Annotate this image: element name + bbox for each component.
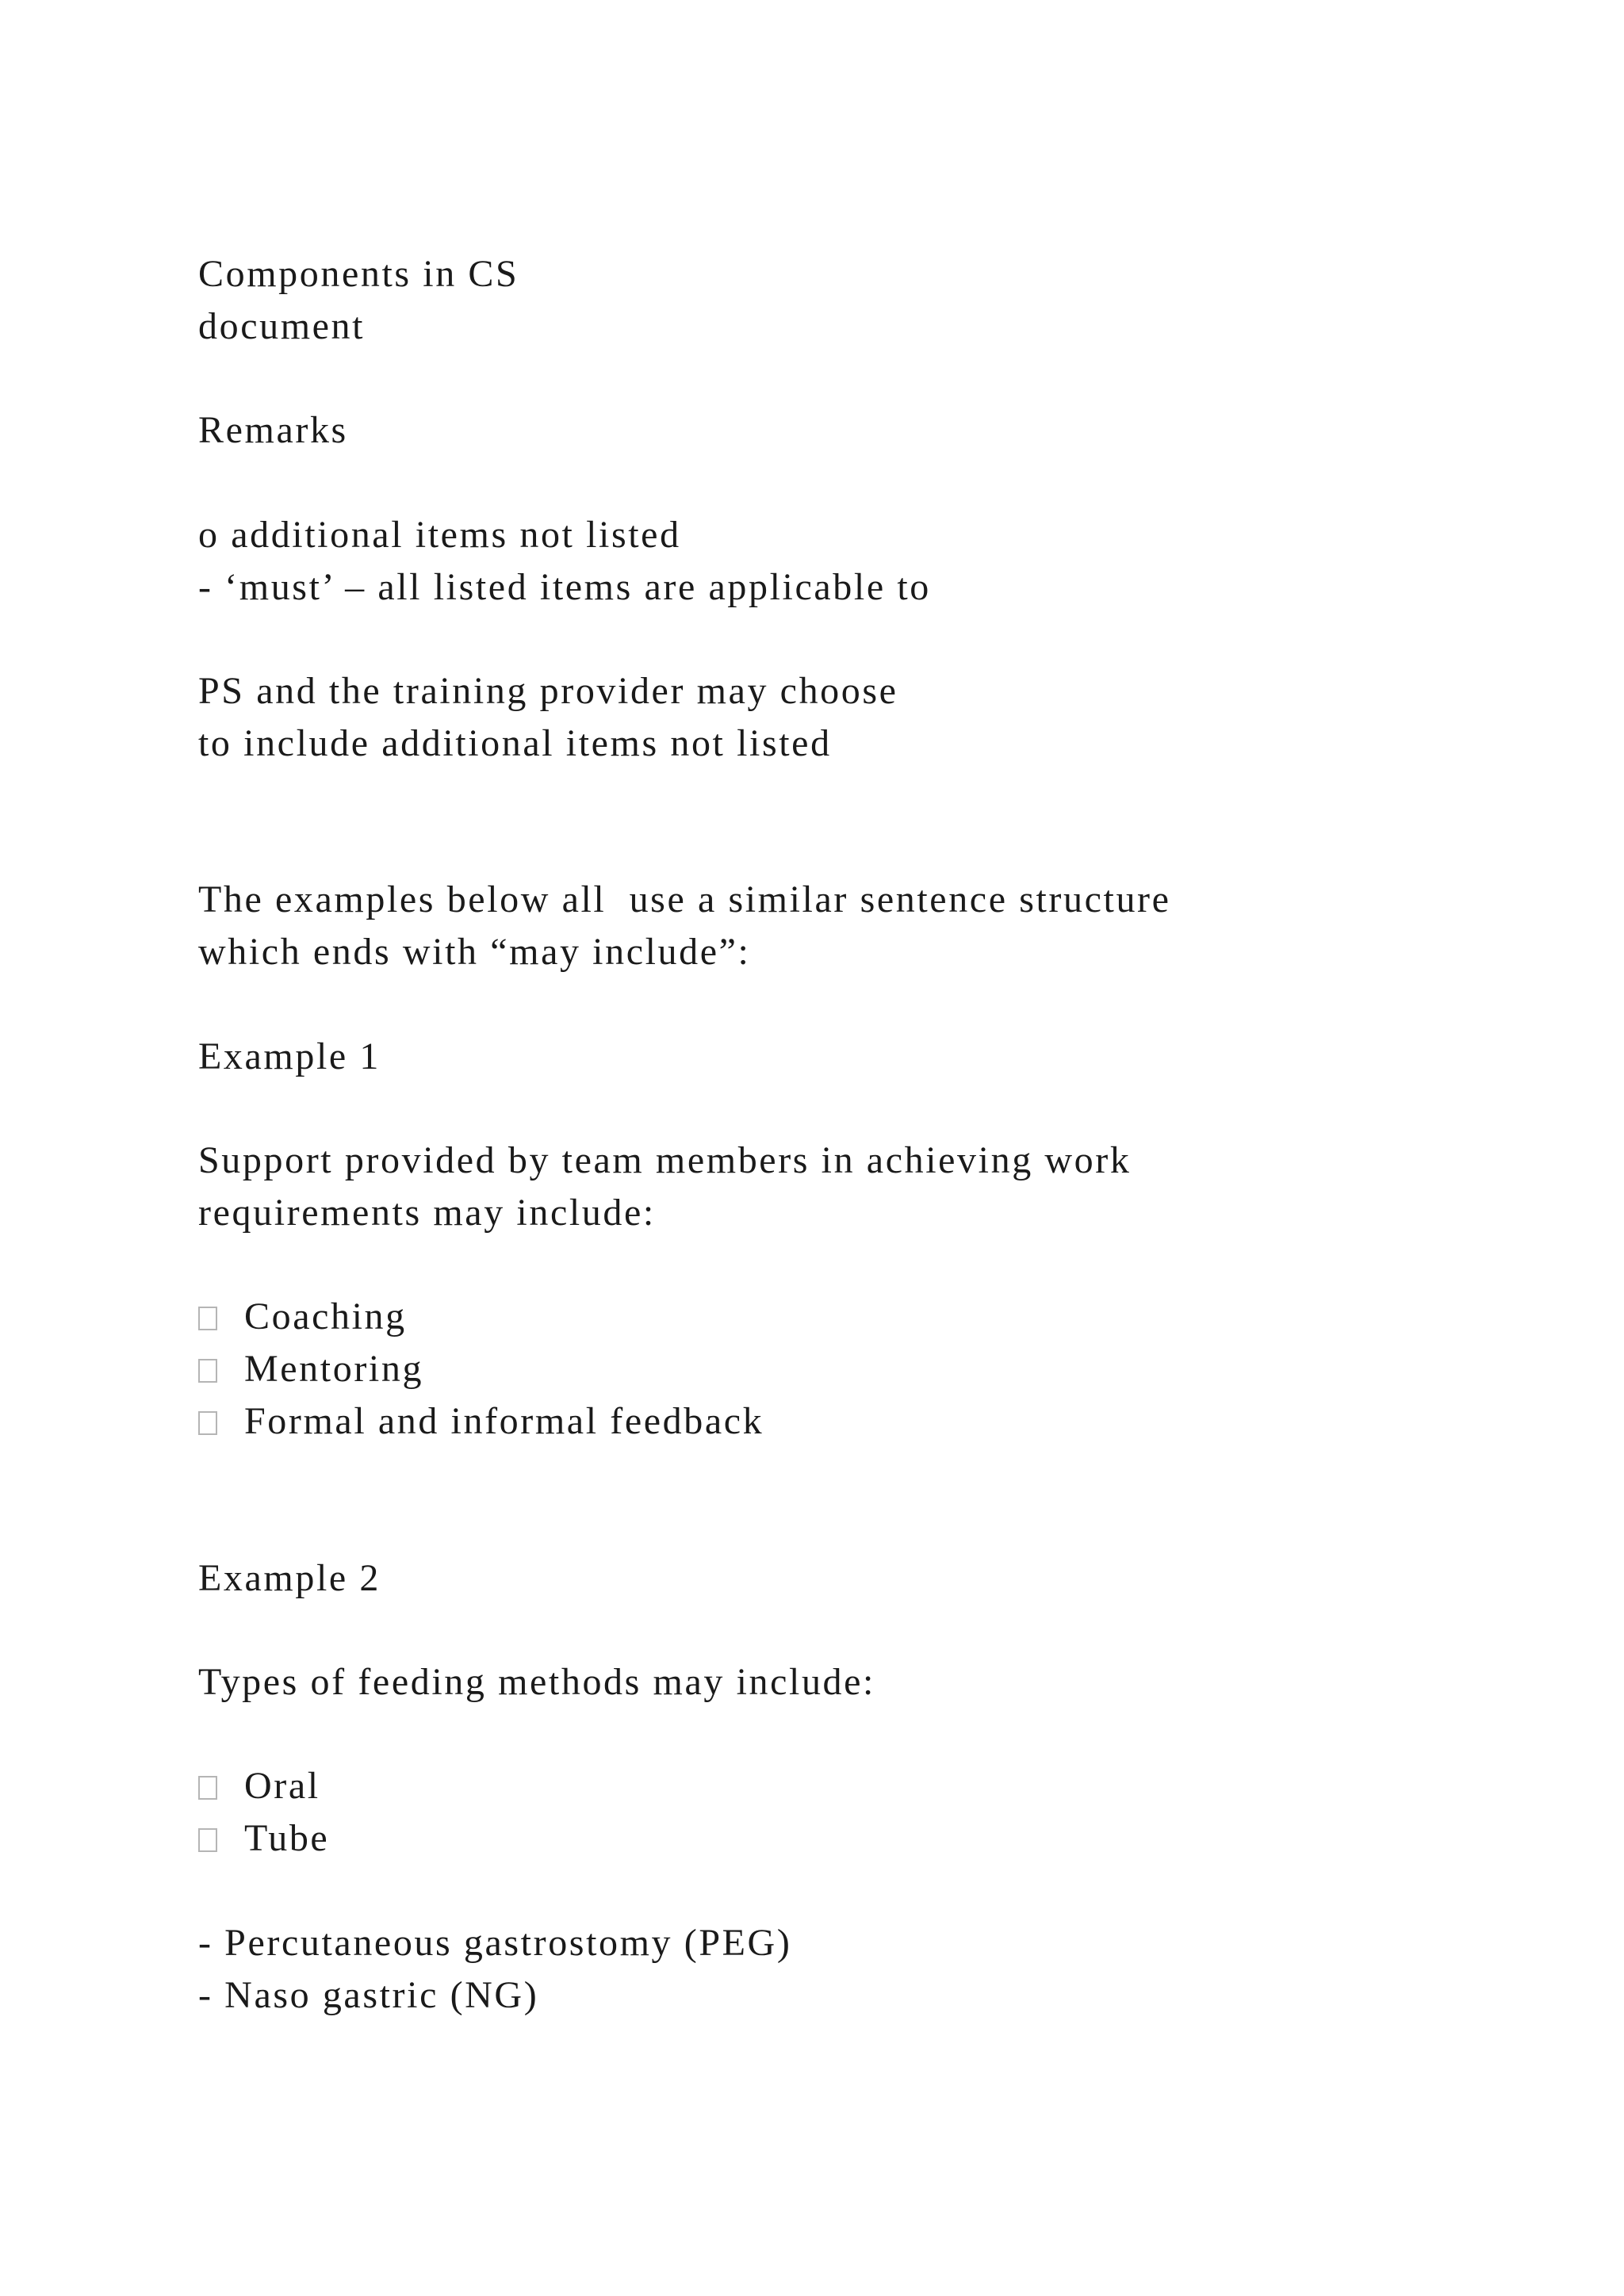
sub-list-item: - Percutaneous gastrostomy (PEG) (198, 1922, 792, 1964)
list-item-label: Oral (244, 1765, 320, 1807)
list-item-label: Formal and informal feedback (244, 1400, 764, 1442)
example-2-sentence: Types of feeding methods may include: (198, 1661, 875, 1703)
bullet-box-icon (198, 1776, 217, 1800)
sub-list-item: - Naso gastric (NG) (198, 1974, 539, 2016)
list-item (198, 1291, 407, 1343)
list-item-label: Mentoring (244, 1348, 424, 1390)
remark-line-4: to include additional items not listed (198, 722, 832, 764)
example-1-sentence-line-2: requirements may include: (198, 1192, 656, 1234)
bullet-box-icon (198, 1307, 217, 1330)
list-item-label: Tube (244, 1817, 330, 1859)
example-2-title: Example 2 (198, 1557, 381, 1599)
list-item-label: Coaching (244, 1295, 407, 1337)
remark-line-2: - ‘must’ – all listed items are applicable to (198, 566, 931, 608)
remark-line-1: o additional items not listed (198, 514, 681, 556)
list-item (198, 1395, 764, 1448)
bullet-box-icon (198, 1359, 217, 1383)
remark-line-3: PS and the training provider may choose (198, 670, 898, 712)
heading-line-1: Components in CS (198, 253, 519, 295)
example-1-title: Example 1 (198, 1035, 381, 1077)
list-item (198, 1812, 329, 1865)
remarks-label: Remarks (198, 409, 348, 451)
intro-line-1: The examples below all use a similar sentence structure (198, 878, 1171, 920)
intro-line-2: which ends with “may include”: (198, 931, 751, 973)
example-1-sentence-line-1: Support provided by team members in achieving work (198, 1139, 1132, 1181)
bullet-box-icon (198, 1411, 217, 1435)
bullet-box-icon (198, 1828, 217, 1852)
list-item (198, 1760, 320, 1812)
list-item (198, 1343, 423, 1395)
heading-line-2: document (198, 305, 366, 347)
